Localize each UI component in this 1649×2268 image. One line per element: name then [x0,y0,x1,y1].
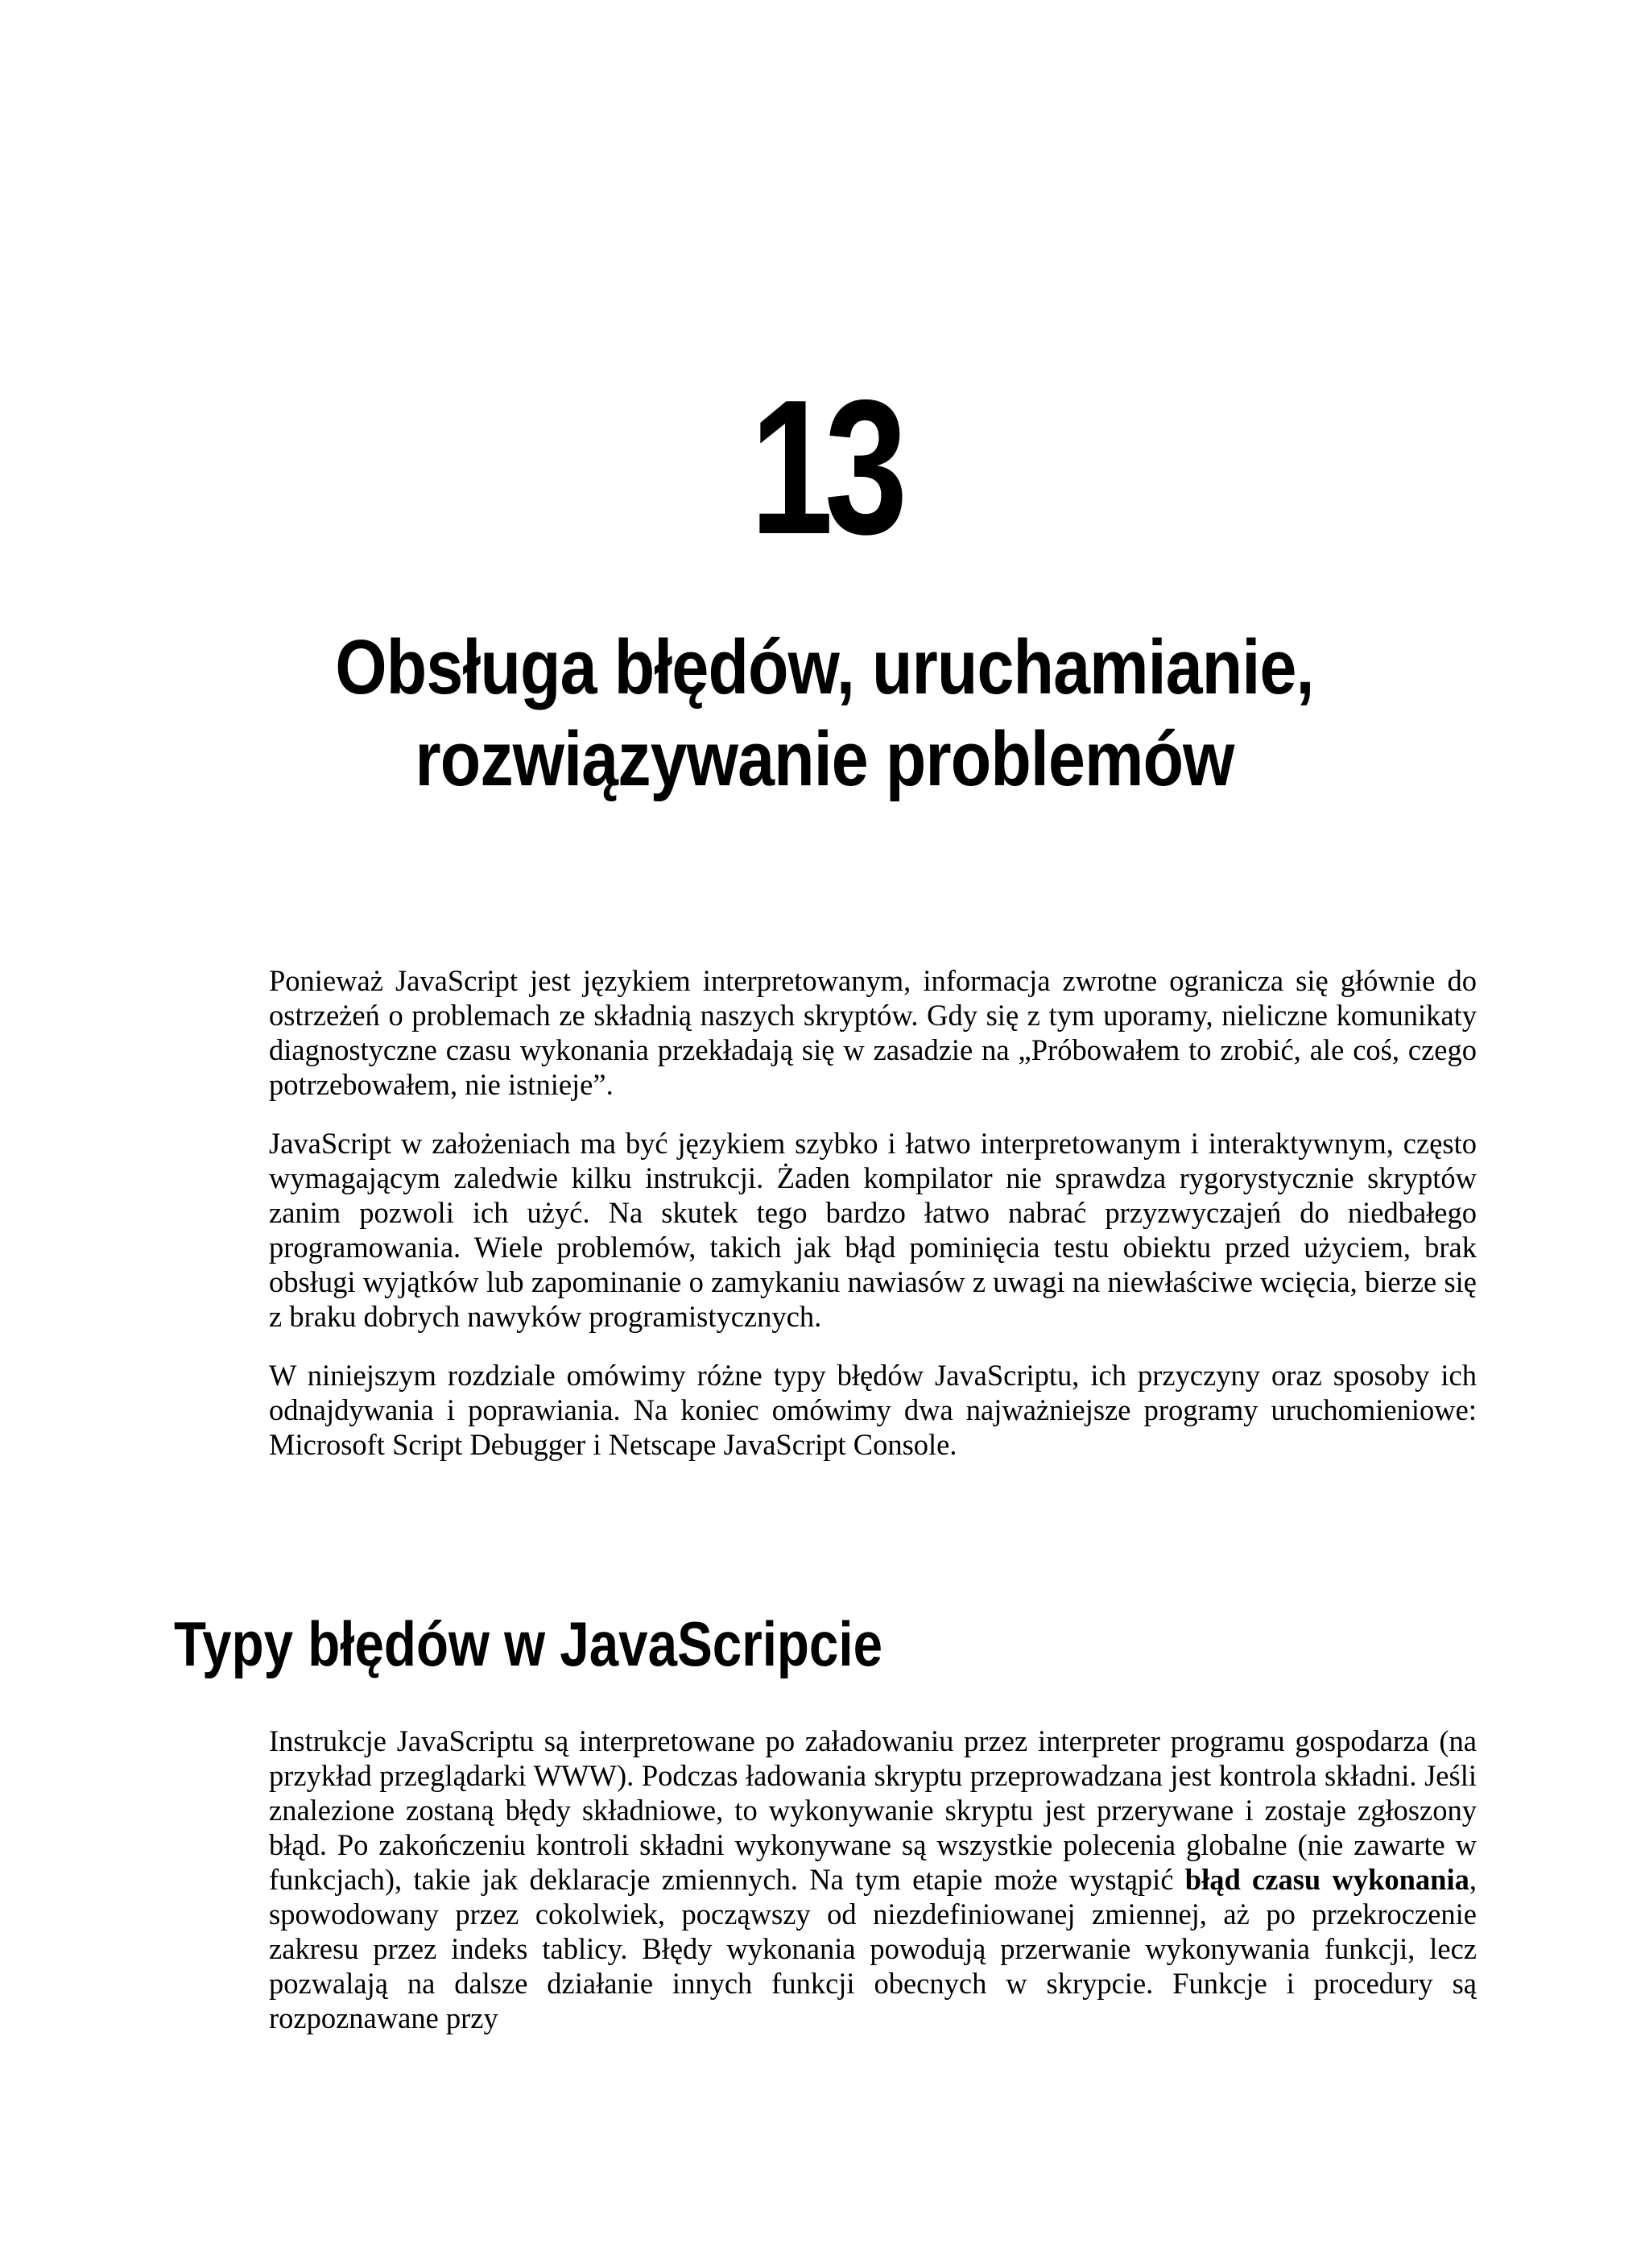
section-paragraph [269,1724,1477,2035]
chapter-intro [269,963,1477,1462]
intro-paragraph-2: JavaScript w założeniach ma być językiem szybko i łatwo interpretowanym i interaktywnym, często wymagającym zaledwie kilku instrukcji. Żaden kompilator nie sprawdza rygorystycznie skryptów zanim pozwoli ich użyć. Na skutek tego bardzo łatwo nabrać przyzwyczajeń do niedbałego programowania. Wiele problemów, takich jak błąd pominięcia testu obiektu przed użyciem, brak obsługi wyjątków lub zapominanie o zamykaniu nawiasów z uwagi na niewłaściwe wcięcia, bierze się z braku dobrych nawyków programistycznych. [269,1127,1477,1333]
intro-paragraph-3: W niniejszym rozdziale omówimy różne typy błędów JavaScriptu, ich przyczyny oraz sposoby ich odnajdywania i poprawiania. Na koniec omówimy dwa najważniejsze programy uruchomieniowe: Microsoft Script Debugger i Netscape JavaScript Console. [269,1359,1477,1461]
section-paragraph-text-after: , spowodowany przez cokolwiek, począwszy od niezdefiniowanej zmiennej, aż po przekroczenie zakresu przez indeks tablicy. Błędy wykonania powodują przerwanie wykonywania funkcji, lecz pozwalają na dalsze działanie innych funkcji obecnych w skrypcie. Funkcje i procedury są rozpoznawane przy [269,1863,1477,2034]
section-body [269,1724,1477,2035]
chapter-title [0,622,1649,805]
chapter-title-line-1: Obsługa błędów, uruchamianie, [335,624,1314,710]
intro-paragraph-1: Ponieważ JavaScript jest językiem interpretowanym, informacja zwrotne ogranicza się głównie do ostrzeżeń o problemach ze składnią naszych skryptów. Gdy się z tym uporamy, nieliczne komunikaty diagnostyczne czasu wykonania przekładają się w zasadzie na „Próbowałem to zrobić, ale coś, czego potrzebowałem, nie istnieje”. [269,964,1477,1101]
section-paragraph-text-before: Instrukcje JavaScriptu są interpretowane po załadowaniu przez interpreter programu gospodarza (na przykład przeglądarki WWW). Podczas ładowania skryptu przeprowadzana jest kontrola składni. Jeśli znalezione zostaną błędy składniowe, to wykonywanie skryptu jest przerywane i zostaje zgłoszony błąd. Po zakończeniu kontroli składni wykonywane są wszystkie polecenia globalne (nie zawarte w funkcjach), takie jak deklaracje zmiennych. Na tym etapie może wystąpić [269,1724,1477,1896]
chapter-number: 13 [750,361,899,574]
chapter-title-line-2: rozwiązywanie problemów [415,716,1234,802]
section-heading: Typy błędów w JavaScripcie [174,1608,883,1679]
section-paragraph-bold-term: błąd czasu wykonania [1184,1863,1469,1896]
